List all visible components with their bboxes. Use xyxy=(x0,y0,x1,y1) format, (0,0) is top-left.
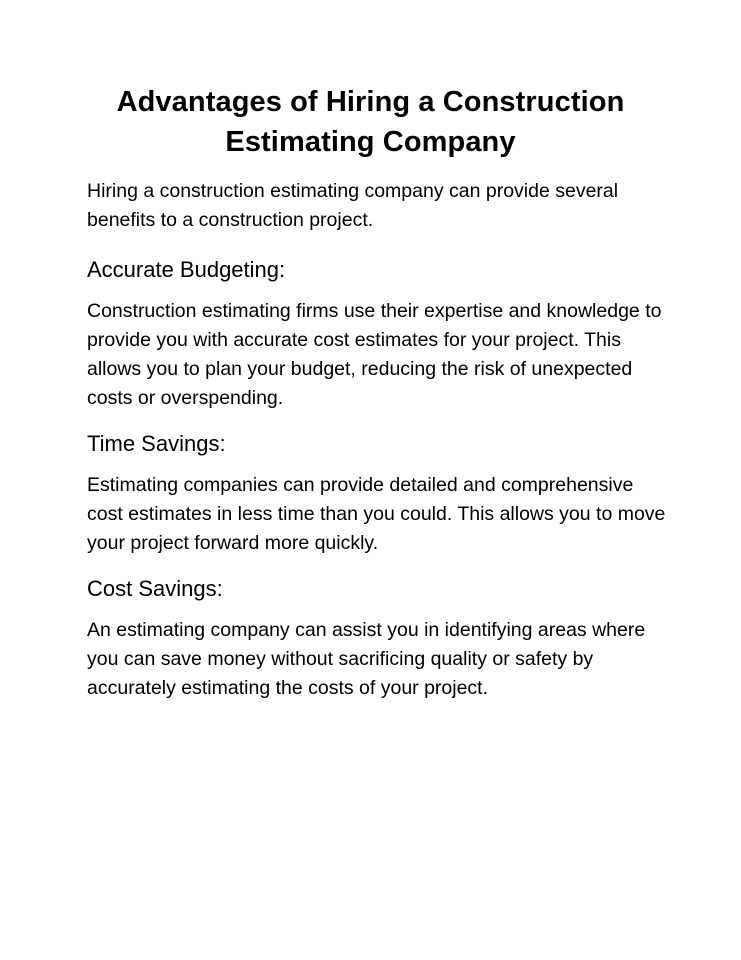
section-heading-cost-savings: Cost Savings: xyxy=(87,576,223,601)
page-title: Advantages of Hiring a Construction Estimating Company xyxy=(116,86,625,158)
section-body-time-savings: Estimating companies can provide detailed and comprehensive cost estimates in less time than you could. This allows you to move your project forward more quickly. xyxy=(87,474,666,554)
intro-paragraph: Hiring a construction estimating company can provide several benefits to a construction project. xyxy=(87,180,619,231)
section-body-cost-savings: An estimating company can assist you in identifying areas where you can save money without sacrificing quality or safety by accurately estimating the costs of your project. xyxy=(87,619,646,699)
section-heading-time-savings: Time Savings: xyxy=(87,431,226,456)
section-heading-accurate-budgeting: Accurate Budgeting: xyxy=(87,257,286,282)
document-body xyxy=(87,177,667,703)
section-body-accurate-budgeting: Construction estimating firms use their expertise and knowledge to provide you with accurate cost estimates for your project. This allows you to plan your budget, reducing the risk of unexpected costs or overspending. xyxy=(87,300,662,409)
